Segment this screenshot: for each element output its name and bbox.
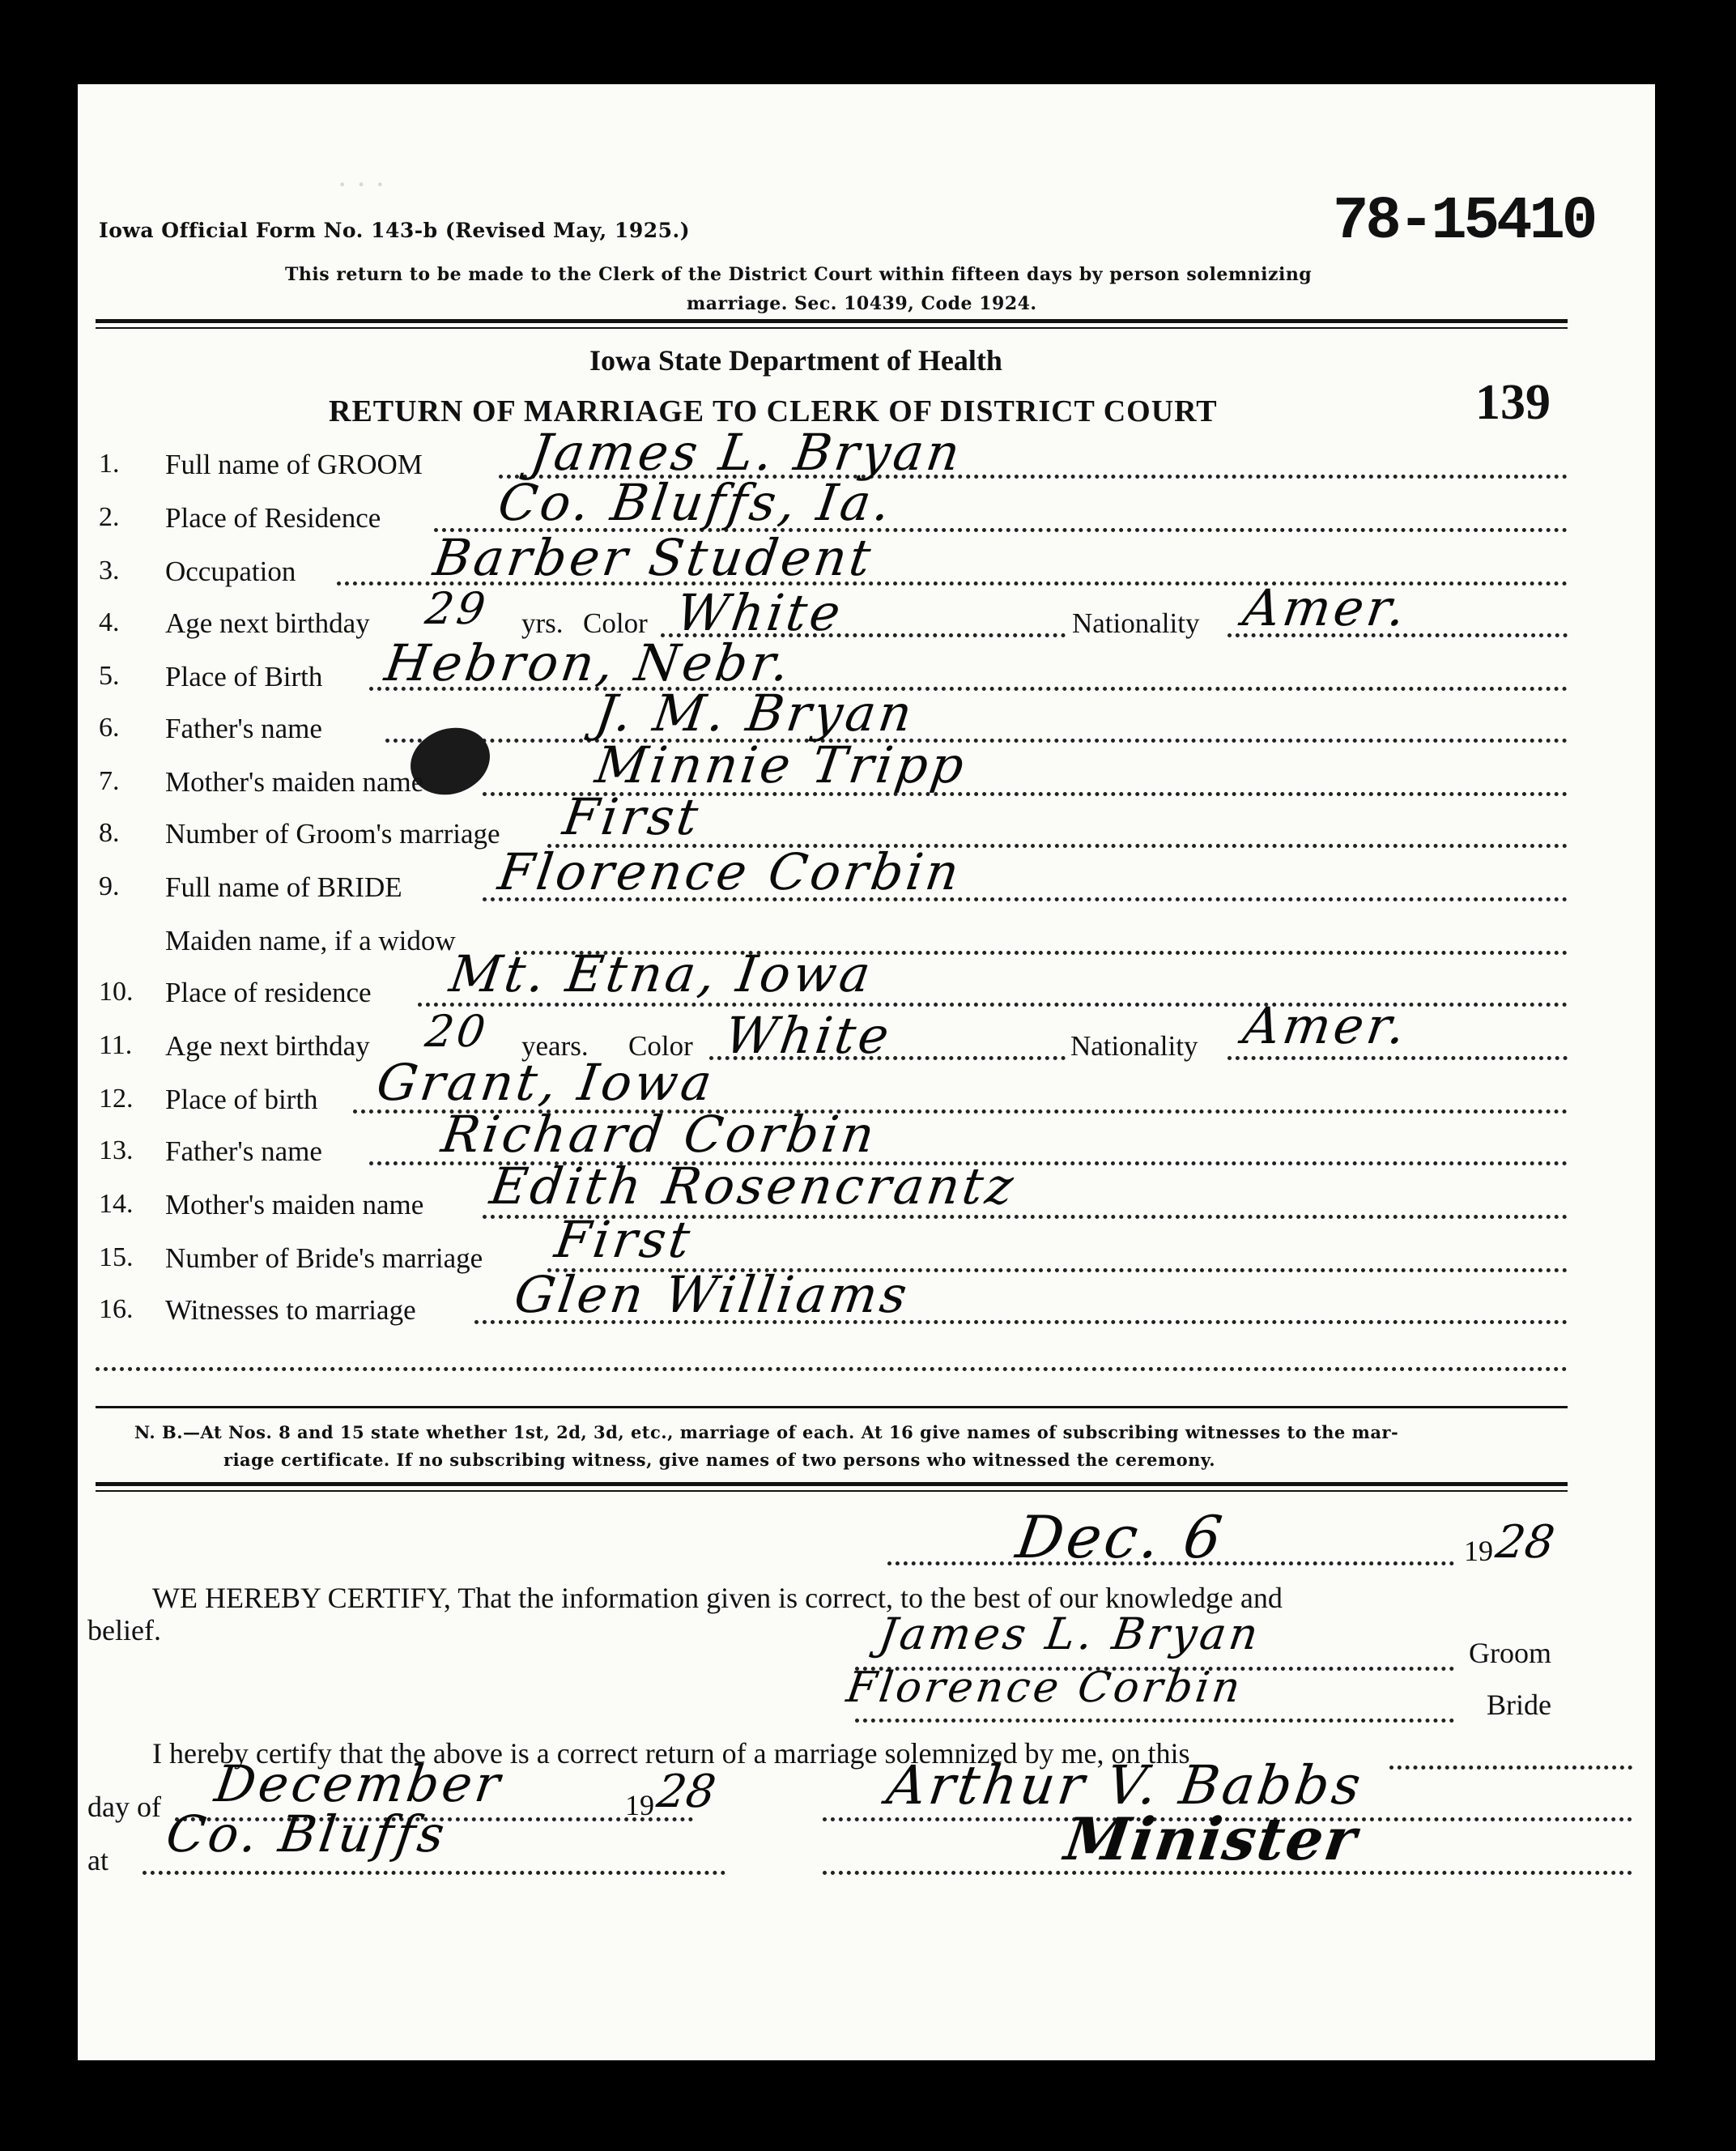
note-rule-bottom-2 [96, 1490, 1568, 1492]
field-number: 11. [99, 1030, 133, 1060]
groom-birthplace-value: Hebron, Nebr. [381, 633, 797, 692]
field-row-groom-age [78, 578, 1655, 642]
field-number: 6. [99, 713, 120, 743]
field-label: Number of Groom's marriage [165, 818, 500, 850]
field-label: Place of Residence [165, 502, 381, 534]
groom-name-value: James L. Bryan [526, 423, 967, 482]
field-number: 13. [99, 1135, 134, 1165]
field-number: 16. [99, 1294, 134, 1324]
field-number: 5. [99, 661, 120, 691]
year-label: 19 [625, 1789, 654, 1821]
bride-signature: Florence Corbin [843, 1663, 1247, 1712]
field-number: 1. [99, 449, 120, 479]
field-label: Occupation [165, 556, 296, 587]
field-number: 4. [99, 607, 120, 637]
field-label: Full name of BRIDE [165, 871, 402, 903]
bride-father-value: Richard Corbin [437, 1105, 882, 1164]
field-label: Number of Bride's marriage [165, 1242, 483, 1274]
field-label: Father's name [165, 713, 322, 744]
field-number: 9. [99, 871, 120, 901]
filing-notice-line-2: marriage. Sec. 10439, Code 1924. [687, 293, 1037, 314]
faint-stamp-mark: · · · [337, 166, 385, 202]
nationality-label: Nationality [1070, 1030, 1198, 1062]
header-rule-bottom [96, 327, 1568, 329]
witnesses-extra-line [96, 1364, 1568, 1371]
year-value: 28 [653, 1766, 719, 1818]
at-label: at [87, 1844, 108, 1876]
groom-occupation-value: Barber Student [429, 528, 878, 587]
field-label: Witnesses to marriage [165, 1294, 416, 1326]
groom-signature: James L. Bryan [875, 1608, 1265, 1659]
field-label: Place of birth [165, 1084, 318, 1115]
day-of-label: day of [87, 1791, 161, 1823]
groom-residence-value: Co. Bluffs, Ia. [494, 473, 897, 532]
certify-statement-line-1: WE HEREBY CERTIFY, That the information given is correct, to the best of our knowledge and [152, 1582, 1283, 1614]
groom-marriage-number-value: First [559, 787, 705, 846]
field-number: 7. [99, 766, 120, 796]
groom-signature-label: Groom [1469, 1637, 1551, 1669]
field-number: 3. [99, 556, 120, 586]
nationality-label: Nationality [1072, 607, 1200, 639]
years-label: yrs. [521, 607, 564, 639]
bride-name-value: Florence Corbin [494, 842, 966, 901]
bride-age-value: 20 [422, 1006, 492, 1057]
field-label: Mother's maiden name [165, 766, 424, 798]
bride-mother-value: Edith Rosencrantz [486, 1156, 1020, 1216]
officiant-title: Minister [1061, 1804, 1363, 1873]
note-line-2: riage certificate. If no subscribing witness, give names of two persons who witnessed the ceremony. [223, 1450, 1216, 1470]
year-prefix: 19 [1464, 1535, 1493, 1567]
day-of-value: December [211, 1754, 507, 1813]
field-row-bride-residence [78, 944, 1655, 1009]
header-rule-top [96, 319, 1568, 323]
bride-birthplace-value: Grant, Iowa [372, 1053, 719, 1112]
bride-signature-line [855, 1715, 1454, 1723]
at-location-value: Co. Bluffs [162, 1804, 452, 1863]
certify-statement-line-2: belief. [87, 1614, 161, 1646]
field-number: 15. [99, 1242, 134, 1272]
officiant-statement-line [1389, 1762, 1632, 1770]
field-label: Maiden name, if a widow [165, 925, 456, 956]
bride-residence-value: Mt. Etna, Iowa [445, 944, 878, 1003]
field-row-witnesses [78, 1265, 1655, 1327]
groom-mother-value: Minnie Tripp [591, 735, 971, 794]
page-number: 139 [1475, 375, 1551, 430]
groom-nationality-value: Amer. [1239, 578, 1412, 637]
field-number: 14. [99, 1189, 134, 1219]
field-label: Age next birthday [165, 607, 370, 639]
field-row-groom-occupation [78, 528, 1655, 588]
field-label: Place of Birth [165, 661, 323, 692]
field-label: Mother's maiden name [165, 1189, 424, 1220]
field-row-groom-mother [78, 735, 1655, 799]
note-line-1: N. B.—At Nos. 8 and 15 state whether 1st, 2d, 3d, etc., marriage of each. At 16 give names of subscribing witnesses to the mar- [134, 1422, 1399, 1442]
year-suffix: 28 [1492, 1516, 1558, 1569]
field-number: 8. [99, 818, 120, 848]
filing-notice-line-1: This return to be made to the Clerk of the District Court within fifteen days by person solemnizing [285, 264, 1313, 285]
note-rule-top [96, 1406, 1568, 1408]
bride-color-value: White [721, 1006, 896, 1065]
form-identifier: Iowa Official Form No. 143-b (Revised May, 1925.) [99, 219, 691, 242]
field-row-bride-age [78, 996, 1655, 1065]
field-label: Age next birthday [165, 1030, 370, 1062]
field-number: 12. [99, 1084, 134, 1114]
bride-nationality-value: Amer. [1239, 996, 1412, 1055]
witnesses-value: Glen Williams [510, 1265, 914, 1324]
at-fill-line [143, 1868, 725, 1875]
groom-color-value: White [672, 583, 848, 642]
field-row-bride-name [78, 842, 1655, 904]
field-number: 10. [99, 977, 134, 1007]
field-number: 2. [99, 502, 120, 532]
marriage-return-form [78, 84, 1655, 2060]
groom-father-value: J. M. Bryan [591, 684, 919, 743]
field-label: Father's name [165, 1135, 322, 1167]
form-title: RETURN OF MARRIAGE TO CLERK OF DISTRICT COURT [329, 394, 1218, 428]
color-label: Color [583, 607, 648, 639]
document-number: 78-15410 [1333, 188, 1595, 256]
note-rule-bottom-1 [96, 1482, 1568, 1486]
officiant-signature: Arthur V. Babbs [883, 1754, 1368, 1817]
field-row-bride-mother [78, 1156, 1655, 1221]
department-name: Iowa State Department of Health [589, 344, 1002, 377]
fill-line [385, 735, 1568, 743]
field-label: Full name of GROOM [165, 449, 423, 480]
bride-signature-label: Bride [1487, 1689, 1551, 1721]
field-label: Place of residence [165, 977, 372, 1008]
color-label: Color [628, 1030, 693, 1062]
groom-age-value: 29 [422, 583, 492, 634]
years-label: years. [521, 1030, 589, 1062]
certification-date-value: Dec. 6 [1012, 1503, 1230, 1571]
officiant-statement: I hereby certify that the above is a correct return of a marriage solemnized by me, on this [152, 1737, 1190, 1770]
bride-marriage-number-value: First [551, 1210, 697, 1269]
